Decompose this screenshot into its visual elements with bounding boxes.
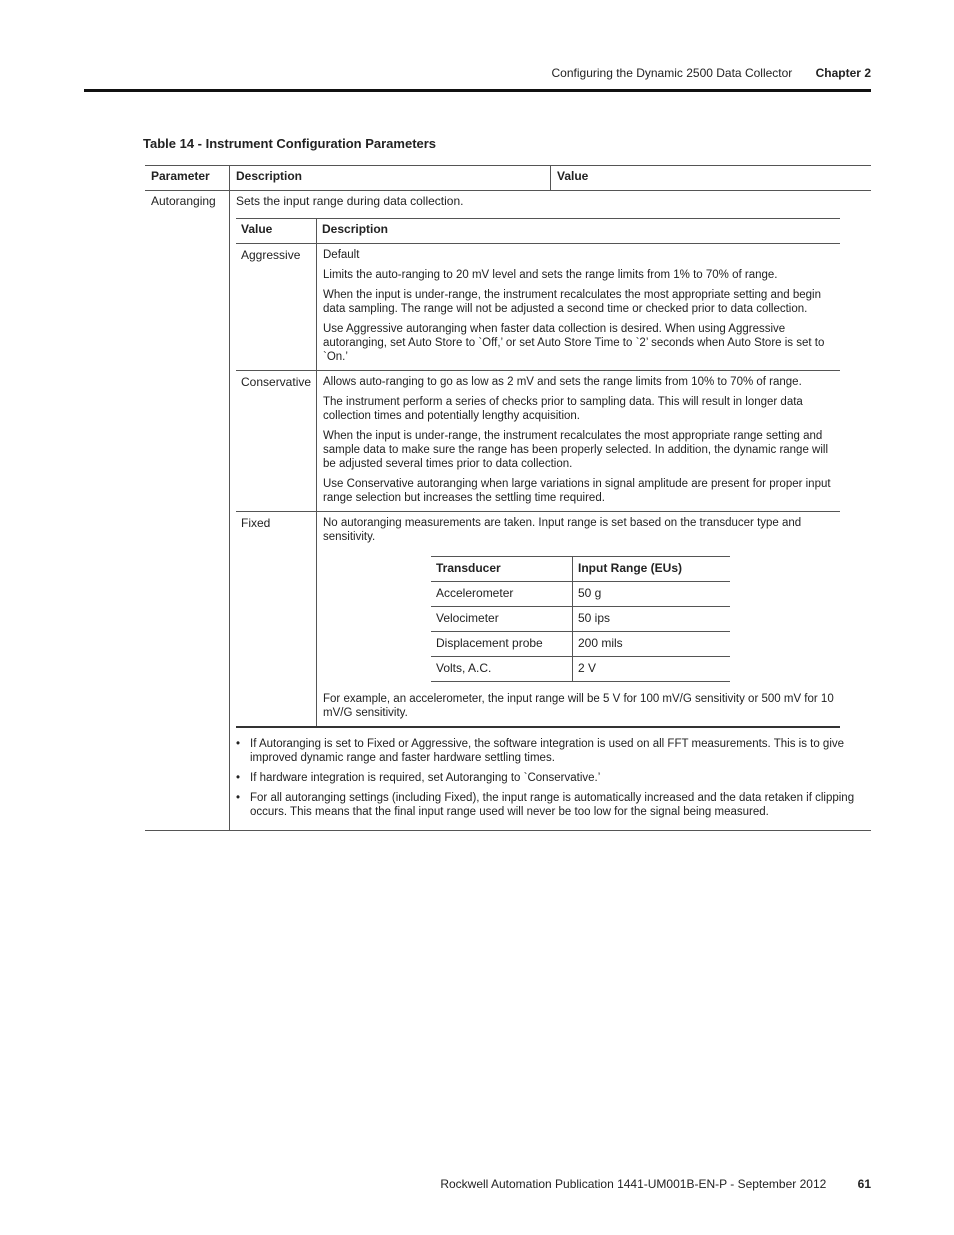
transducer-row <box>431 657 730 682</box>
paragraph: For example, an accelerometer, the input range will be 5 V for 100 mV/G sensitivity or 500 mV for 10 mV/G sensitivity. <box>323 693 834 719</box>
inner-header-row <box>236 219 840 244</box>
bullet-icon: • <box>236 772 241 784</box>
value-description <box>317 512 840 726</box>
paragraph: When the input is under-range, the instrument recalculates the most appropriate setting and begin data sampling. The range will not be adjusted a second time or checked prior to data collection. <box>323 289 821 315</box>
parameter-lead-text: Sets the input range during data collection. <box>236 194 464 208</box>
paragraph: Use Aggressive autoranging when faster data collection is desired. When using Aggressive autoranging, set Auto Store to `Off,’ or set Auto Store Time to `2’ seconds when Auto Store is set to `On.’ <box>323 323 825 363</box>
paragraph: Use Conservative autoranging when large variations in signal amplitude are present for proper input range selection but increases the settling time required. <box>323 478 831 504</box>
transducer-name: Volts, A.C. <box>431 657 573 681</box>
value-name: Fixed <box>236 512 317 726</box>
header-transducer: Transducer <box>431 557 573 581</box>
header-description: Description <box>230 166 551 190</box>
parameter-name: Autoranging <box>145 191 230 830</box>
note-text: If Autoranging is set to Fixed or Aggressive, the software integration is used on all FFT measurements. This is to give improved dynamic range and faster hardware settling times. <box>250 738 845 764</box>
list-item <box>236 737 861 765</box>
autoranging-values-table <box>236 218 840 728</box>
header-parameter: Parameter <box>145 166 230 190</box>
transducer-row <box>431 632 730 657</box>
page-number: 61 <box>857 1177 871 1191</box>
transducer-header-row <box>431 557 730 582</box>
transducer-range: 2 V <box>578 661 597 675</box>
bullet-icon: • <box>236 738 241 750</box>
table-row <box>145 191 871 831</box>
transducer-name: Velocimeter <box>431 607 573 631</box>
paragraph: Allows auto-ranging to go as low as 2 mV and sets the range limits from 10% to 70% of range. <box>323 376 802 388</box>
value-name: Conservative <box>236 371 317 511</box>
bullet-icon: • <box>236 792 241 804</box>
paragraph: The instrument perform a series of checks prior to sampling data. This will result in longer data collection times and potentially lengthy acquisition. <box>323 396 803 422</box>
inner-header-description: Description <box>322 222 389 236</box>
header-input-range: Input Range (EUs) <box>578 561 682 575</box>
transducer-range: 50 ips <box>578 611 611 625</box>
table-caption: Table 14 - Instrument Configuration Parameters <box>143 136 437 151</box>
paragraph: Default <box>323 249 360 261</box>
list-item <box>236 791 861 819</box>
transducer-name: Displacement probe <box>431 632 573 656</box>
note-text: If hardware integration is required, set Autoranging to `Conservative.’ <box>250 772 601 784</box>
transducer-range-table <box>431 556 730 682</box>
page-footer <box>440 1177 871 1191</box>
transducer-row <box>431 582 730 607</box>
list-item <box>236 771 861 785</box>
transducer-name: Accelerometer <box>431 582 573 606</box>
transducer-range: 50 g <box>578 586 602 600</box>
note-text: For all autoranging settings (including Fixed), the input range is automatically increased and the data retaken if clipping occurs. This means that the final input range used will never be too low for the signal being measured. <box>250 792 855 818</box>
inner-row-fixed <box>236 512 840 728</box>
paragraph: Limits the auto-ranging to 20 mV level and sets the range limits from 1% to 70% of range. <box>323 269 778 281</box>
header-value: Value <box>557 169 589 183</box>
instrument-configuration-table <box>145 165 871 831</box>
value-description <box>317 371 840 511</box>
inner-row-conservative <box>236 371 840 512</box>
value-description <box>317 244 840 370</box>
transducer-row <box>431 607 730 632</box>
inner-header-value: Value <box>236 219 317 243</box>
table-header-row <box>145 165 871 191</box>
section-title: Configuring the Dynamic 2500 Data Collector <box>551 66 793 80</box>
paragraph: When the input is under-range, the instrument recalculates the most appropriate range setting and sample data to make sure the range has been properly selected. In addition, the dynamic range will be adjusted several times prior to data collection. <box>323 430 829 470</box>
value-name: Aggressive <box>236 244 317 370</box>
running-header <box>552 66 872 80</box>
notes-list <box>236 737 871 819</box>
header-rule <box>84 89 871 92</box>
chapter-label: Chapter 2 <box>815 66 871 80</box>
inner-row-aggressive <box>236 244 840 371</box>
transducer-range: 200 mils <box>578 636 623 650</box>
paragraph: No autoranging measurements are taken. Input range is set based on the transducer type and sensitivity. <box>323 517 802 543</box>
parameter-description <box>230 191 871 830</box>
publication-info: Rockwell Automation Publication 1441-UM001B-EN-P - September 2012 <box>440 1177 827 1191</box>
